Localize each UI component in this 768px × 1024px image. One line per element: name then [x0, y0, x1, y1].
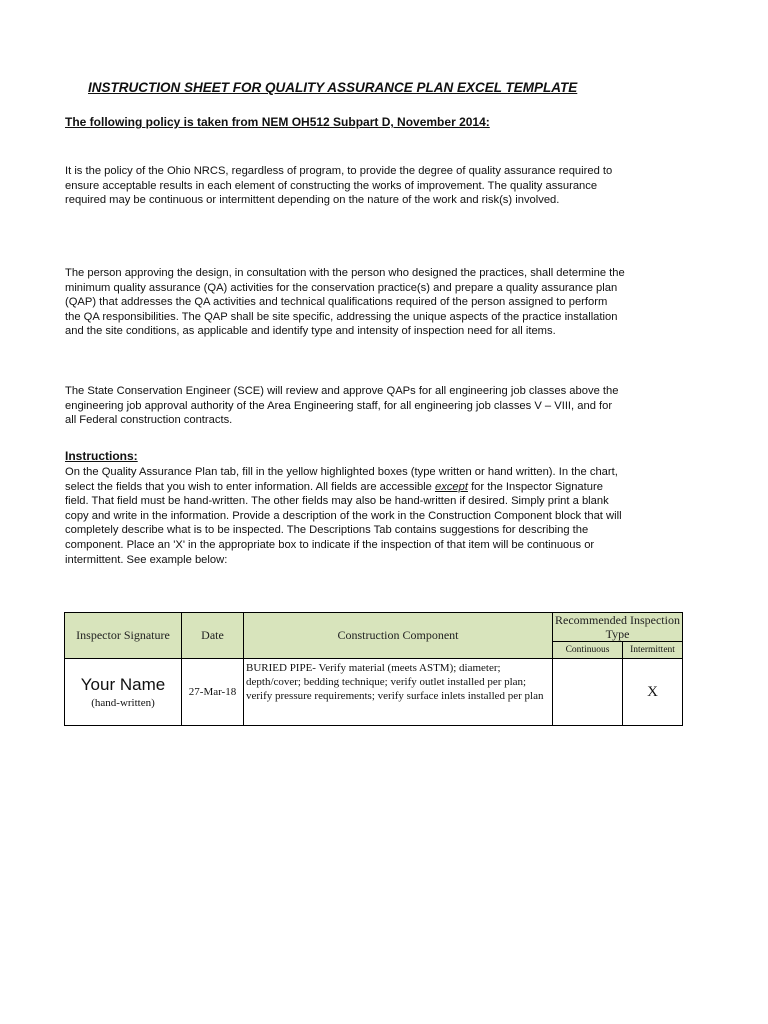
header-inspector-signature: Inspector Signature: [65, 613, 182, 659]
header-intermittent: Intermittent: [623, 642, 683, 659]
cell-intermittent: X: [623, 659, 683, 726]
signature-name: Your Name: [80, 675, 166, 694]
policy-paragraph-2: The person approving the design, in consultation with the person who designed the practices, shall determine the minimum quality assurance (QA) activities for the conservation practice(s) and prepare a quality assurance plan (QAP) that addresses the QA activities and technical qualifications required of the person assigned to perform the QA responsibilities. The QAP shall be site specific, addressing the unique aspects of the practice installation and the site conditions, as applicable and identify type and intensity of inspection need for all items.: [65, 267, 625, 338]
document-title: INSTRUCTION SHEET FOR QUALITY ASSURANCE PLAN EXCEL TEMPLATE: [88, 80, 578, 95]
instructions-text-1: On the Quality Assurance Plan tab, fill in the yellow highlighted boxes (type written or hand written). In the chart, select the fields that you wish to enter information. All fields are accessible: [65, 466, 618, 493]
example-qa-table: [64, 612, 683, 726]
policy-paragraph-3: The State Conservation Engineer (SCE) will review and approve QAPs for all engineering job classes above the engineering job approval authority of the Area Engineering staff, for all engineering job classes V – VIII, and for all Federal construction contracts.: [65, 385, 619, 427]
instructions-text-2: for the Inspector Signature field. That field must be hand-written. The other fields may also be hand-written if desired. Simply print a blank copy and write in the information. Provide a description of the work in the Construction Component block that will completely describe what is to be inspected. The Descriptions Tab contains suggestions for describing the component. Place an 'X' in the appropriate box to indicate if the inspection of that item will be continuous or intermittent. See example below:: [65, 480, 622, 566]
policy-paragraph-1: It is the policy of the Ohio NRCS, regardless of program, to provide the degree of quality assurance required to ensure acceptable results in each element of constructing the works of improvement. The quality assurance required may be continuous or intermittent depending on the nature of the work and risk(s) involved.: [65, 165, 613, 207]
cell-date: 27-Mar-18: [182, 659, 244, 726]
cell-construction-component: BURIED PIPE- Verify material (meets ASTM); diameter; depth/cover; bedding technique; verify outlet installed per plan; verify pressure requirements; verify surface inlets installed per plan: [244, 659, 553, 726]
table-row: [65, 659, 683, 726]
instructions-heading: Instructions:: [65, 449, 138, 463]
cell-inspector-signature: [65, 659, 182, 726]
header-date: Date: [182, 613, 244, 659]
header-construction-component: Construction Component: [244, 613, 553, 659]
policy-source-heading: The following policy is taken from NEM OH512 Subpart D, November 2014:: [65, 115, 490, 129]
instructions-paragraph: [65, 465, 625, 567]
header-continuous: Continuous: [553, 642, 623, 659]
cell-continuous: [553, 659, 623, 726]
signature-note: (hand-written): [91, 697, 155, 709]
instructions-except-word: except: [435, 480, 468, 493]
header-recommended-inspection-type: Recommended Inspection Type: [553, 613, 683, 642]
